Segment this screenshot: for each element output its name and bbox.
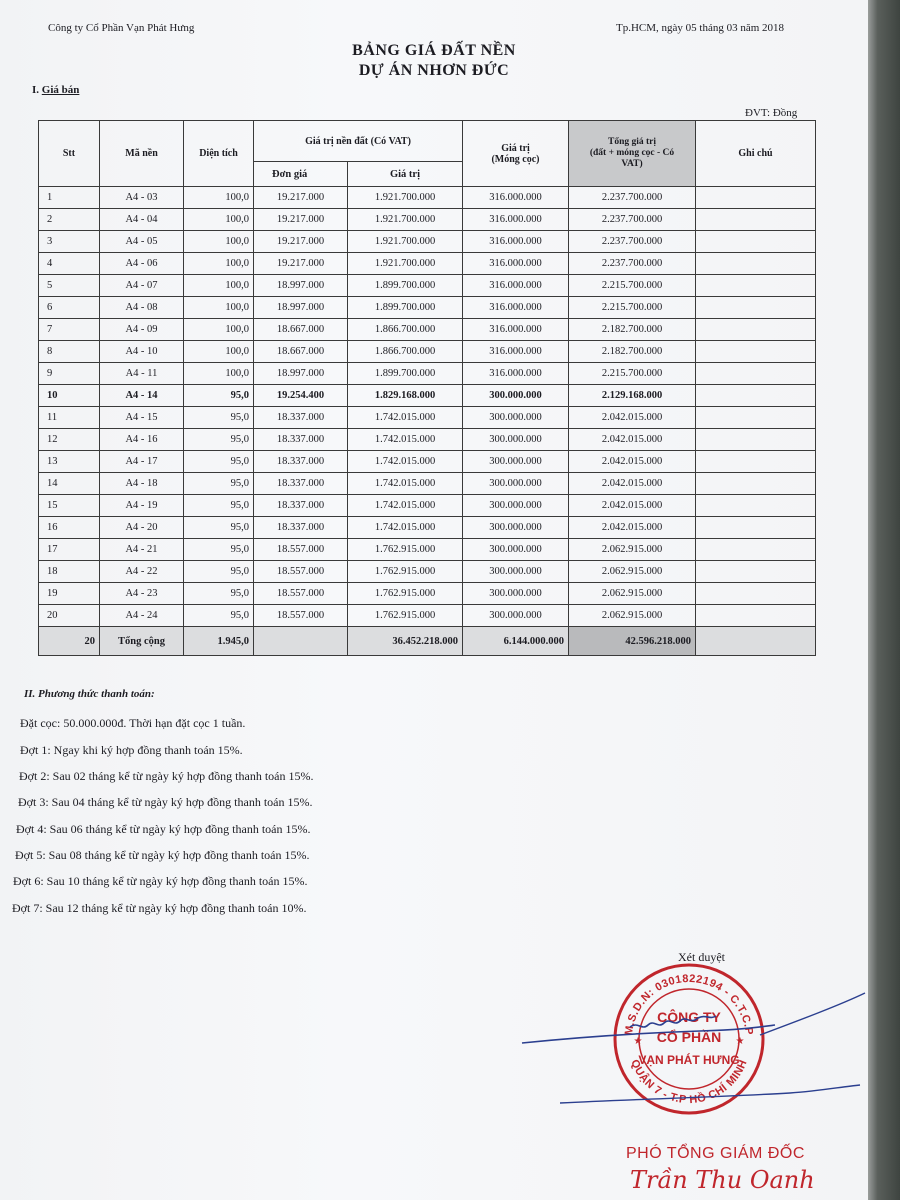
- row-stt: 18: [39, 561, 100, 583]
- row-dien-tich: 95,0: [184, 561, 254, 583]
- row-gia-tri: 1.921.700.000: [348, 253, 463, 275]
- row-stt: 7: [39, 319, 100, 341]
- row-dien-tich: 100,0: [184, 319, 254, 341]
- row-stt: 9: [39, 363, 100, 385]
- row-don-gia: 18.997.000: [254, 363, 348, 385]
- row-mong-coc: 300.000.000: [463, 407, 569, 429]
- row-mong-coc: 316.000.000: [463, 275, 569, 297]
- document-title: BẢNG GIÁ ĐẤT NỀN: [352, 42, 516, 59]
- row-stt: 5: [39, 275, 100, 297]
- table-row: [39, 187, 816, 209]
- row-ma-nen: A4 - 03: [100, 187, 184, 209]
- header-dien-tich: Diện tích: [184, 121, 254, 187]
- table-row: [39, 473, 816, 495]
- header-ghi-chu: Ghi chú: [696, 121, 816, 187]
- row-gia-tri: 1.742.015.000: [348, 407, 463, 429]
- table-row: [39, 363, 816, 385]
- row-don-gia: 19.254.400: [254, 385, 348, 407]
- row-stt: 17: [39, 539, 100, 561]
- row-mong-coc: 316.000.000: [463, 297, 569, 319]
- row-don-gia: 18.337.000: [254, 407, 348, 429]
- section-1-number: I.: [32, 84, 40, 96]
- header-mong-coc: Giá trị (Móng cọc): [463, 121, 569, 187]
- company-name: Công ty Cổ Phần Vạn Phát Hưng: [48, 22, 195, 34]
- payment-installment-5: Đợt 5: Sau 08 tháng kể từ ngày ký hợp đồng thanh toán 15%.: [15, 848, 310, 862]
- row-tong-gia-tri: 2.062.915.000: [569, 561, 696, 583]
- row-ghi-chu: [696, 319, 816, 341]
- row-don-gia: 18.557.000: [254, 539, 348, 561]
- row-dien-tich: 95,0: [184, 517, 254, 539]
- row-ma-nen: A4 - 22: [100, 561, 184, 583]
- document-date: Tp.HCM, ngày 05 tháng 03 năm 2018: [616, 22, 785, 34]
- row-mong-coc: 316.000.000: [463, 341, 569, 363]
- row-ghi-chu: [696, 539, 816, 561]
- row-don-gia: 19.217.000: [254, 187, 348, 209]
- row-dien-tich: 100,0: [184, 187, 254, 209]
- total-tong-gia-tri: 42.596.218.000: [569, 627, 696, 656]
- row-ghi-chu: [696, 407, 816, 429]
- row-mong-coc: 300.000.000: [463, 605, 569, 627]
- row-ma-nen: A4 - 07: [100, 275, 184, 297]
- payment-deposit: Đặt cọc: 50.000.000đ. Thời hạn đặt cọc 1 tuần.: [20, 716, 246, 730]
- row-stt: 14: [39, 473, 100, 495]
- table-row: [39, 495, 816, 517]
- row-mong-coc: 300.000.000: [463, 385, 569, 407]
- seal-outer-top-text: M.S.D.N: 0301822194 - C.T.C.P: [622, 972, 755, 1036]
- row-tong-gia-tri: 2.042.015.000: [569, 473, 696, 495]
- row-tong-gia-tri: 2.182.700.000: [569, 319, 696, 341]
- row-tong-gia-tri: 2.062.915.000: [569, 539, 696, 561]
- table-row: [39, 253, 816, 275]
- row-stt: 15: [39, 495, 100, 517]
- row-ma-nen: A4 - 05: [100, 231, 184, 253]
- row-ma-nen: A4 - 11: [100, 363, 184, 385]
- row-mong-coc: 316.000.000: [463, 363, 569, 385]
- row-ghi-chu: [696, 231, 816, 253]
- table-row: [39, 539, 816, 561]
- row-dien-tich: 95,0: [184, 429, 254, 451]
- row-ma-nen: A4 - 24: [100, 605, 184, 627]
- price-table: [38, 120, 816, 656]
- row-mong-coc: 300.000.000: [463, 429, 569, 451]
- row-gia-tri: 1.866.700.000: [348, 341, 463, 363]
- background-edge: [868, 0, 900, 1200]
- row-don-gia: 18.337.000: [254, 429, 348, 451]
- row-don-gia: 18.337.000: [254, 495, 348, 517]
- row-ghi-chu: [696, 517, 816, 539]
- row-tong-gia-tri: 2.237.700.000: [569, 231, 696, 253]
- total-row: [39, 627, 816, 656]
- row-gia-tri: 1.742.015.000: [348, 495, 463, 517]
- row-mong-coc: 300.000.000: [463, 583, 569, 605]
- seal-line-3: VẠN PHÁT HƯNG: [638, 1053, 740, 1067]
- row-tong-gia-tri: 2.215.700.000: [569, 275, 696, 297]
- row-stt: 8: [39, 341, 100, 363]
- row-tong-gia-tri: 2.237.700.000: [569, 209, 696, 231]
- table-row: [39, 297, 816, 319]
- row-dien-tich: 100,0: [184, 341, 254, 363]
- row-tong-gia-tri: 2.182.700.000: [569, 341, 696, 363]
- total-don-gia: [254, 627, 348, 656]
- row-ghi-chu: [696, 363, 816, 385]
- table-row: [39, 605, 816, 627]
- row-don-gia: 19.217.000: [254, 231, 348, 253]
- row-gia-tri: 1.899.700.000: [348, 297, 463, 319]
- total-mong-coc: 6.144.000.000: [463, 627, 569, 656]
- row-dien-tich: 95,0: [184, 451, 254, 473]
- document-subtitle: DỰ ÁN NHƠN ĐỨC: [358, 62, 510, 79]
- header-don-gia: Đơn giá: [254, 162, 348, 187]
- row-gia-tri: 1.921.700.000: [348, 231, 463, 253]
- row-ma-nen: A4 - 20: [100, 517, 184, 539]
- row-ghi-chu: [696, 187, 816, 209]
- row-stt: 20: [39, 605, 100, 627]
- row-dien-tich: 95,0: [184, 495, 254, 517]
- row-mong-coc: 316.000.000: [463, 319, 569, 341]
- header-gia-tri-nen: Giá trị nền đất (Có VAT): [254, 121, 463, 162]
- row-don-gia: 18.337.000: [254, 451, 348, 473]
- table-row: [39, 451, 816, 473]
- row-dien-tich: 100,0: [184, 363, 254, 385]
- row-don-gia: 18.557.000: [254, 583, 348, 605]
- row-tong-gia-tri: 2.237.700.000: [569, 253, 696, 275]
- row-tong-gia-tri: 2.237.700.000: [569, 187, 696, 209]
- payment-installment-1: Đợt 1: Ngay khi ký hợp đồng thanh toán 15%.: [20, 743, 243, 757]
- row-ghi-chu: [696, 341, 816, 363]
- row-mong-coc: 300.000.000: [463, 561, 569, 583]
- row-ma-nen: A4 - 04: [100, 209, 184, 231]
- payment-installment-7: Đợt 7: Sau 12 tháng kể từ ngày ký hợp đồng thanh toán 10%.: [12, 901, 307, 915]
- row-tong-gia-tri: 2.062.915.000: [569, 583, 696, 605]
- row-ma-nen: A4 - 14: [100, 385, 184, 407]
- table-row: [39, 209, 816, 231]
- row-stt: 4: [39, 253, 100, 275]
- row-ghi-chu: [696, 297, 816, 319]
- row-stt: 19: [39, 583, 100, 605]
- table-row: [39, 275, 816, 297]
- header-gia-tri: Giá trị: [348, 162, 463, 187]
- row-mong-coc: 300.000.000: [463, 539, 569, 561]
- row-gia-tri: 1.921.700.000: [348, 187, 463, 209]
- row-ghi-chu: [696, 583, 816, 605]
- header-ma-nen: Mã nền: [100, 121, 184, 187]
- row-don-gia: 18.997.000: [254, 275, 348, 297]
- row-mong-coc: 316.000.000: [463, 209, 569, 231]
- total-stt: 20: [39, 627, 100, 656]
- row-stt: 1: [39, 187, 100, 209]
- row-don-gia: 18.667.000: [254, 319, 348, 341]
- row-ma-nen: A4 - 08: [100, 297, 184, 319]
- seal-outer-bottom-text: QUẬN 7 - T.P HỒ CHÍ MINH: [628, 1057, 750, 1107]
- row-stt: 12: [39, 429, 100, 451]
- row-tong-gia-tri: 2.042.015.000: [569, 429, 696, 451]
- row-ma-nen: A4 - 09: [100, 319, 184, 341]
- row-mong-coc: 316.000.000: [463, 253, 569, 275]
- row-stt: 13: [39, 451, 100, 473]
- row-dien-tich: 100,0: [184, 231, 254, 253]
- row-dien-tich: 95,0: [184, 583, 254, 605]
- row-tong-gia-tri: 2.042.015.000: [569, 451, 696, 473]
- total-gia-tri: 36.452.218.000: [348, 627, 463, 656]
- row-don-gia: 19.217.000: [254, 253, 348, 275]
- row-ma-nen: A4 - 06: [100, 253, 184, 275]
- row-mong-coc: 300.000.000: [463, 451, 569, 473]
- row-stt: 16: [39, 517, 100, 539]
- handwritten-signature: [520, 972, 870, 1125]
- row-tong-gia-tri: 2.042.015.000: [569, 517, 696, 539]
- table-row: [39, 407, 816, 429]
- row-gia-tri: 1.762.915.000: [348, 583, 463, 605]
- row-tong-gia-tri: 2.215.700.000: [569, 363, 696, 385]
- row-stt: 10: [39, 385, 100, 407]
- row-gia-tri: 1.762.915.000: [348, 561, 463, 583]
- table-row: [39, 517, 816, 539]
- row-dien-tich: 100,0: [184, 275, 254, 297]
- row-don-gia: 19.217.000: [254, 209, 348, 231]
- row-dien-tich: 95,0: [184, 407, 254, 429]
- payment-installment-4: Đợt 4: Sau 06 tháng kể từ ngày ký hợp đồng thanh toán 15%.: [16, 822, 311, 836]
- seal-line-1: CÔNG TY: [657, 1009, 721, 1025]
- row-stt: 6: [39, 297, 100, 319]
- row-dien-tich: 100,0: [184, 297, 254, 319]
- row-ma-nen: A4 - 17: [100, 451, 184, 473]
- signer-name: Trần Thu Oanh: [630, 1166, 815, 1194]
- row-dien-tich: 95,0: [184, 385, 254, 407]
- row-gia-tri: 1.762.915.000: [348, 605, 463, 627]
- row-tong-gia-tri: 2.042.015.000: [569, 495, 696, 517]
- row-mong-coc: 300.000.000: [463, 495, 569, 517]
- row-ma-nen: A4 - 21: [100, 539, 184, 561]
- total-ghi-chu: [696, 627, 816, 656]
- row-ma-nen: A4 - 23: [100, 583, 184, 605]
- row-don-gia: 18.337.000: [254, 473, 348, 495]
- row-ma-nen: A4 - 10: [100, 341, 184, 363]
- row-ghi-chu: [696, 385, 816, 407]
- row-ma-nen: A4 - 19: [100, 495, 184, 517]
- table-row: [39, 561, 816, 583]
- payment-installment-3: Đợt 3: Sau 04 tháng kể từ ngày ký hợp đồng thanh toán 15%.: [18, 795, 313, 809]
- signer-position: PHÓ TỔNG GIÁM ĐỐC: [626, 1145, 805, 1162]
- row-mong-coc: 300.000.000: [463, 473, 569, 495]
- row-don-gia: 18.557.000: [254, 605, 348, 627]
- seal-line-2: CỔ PHẦN: [656, 1029, 722, 1045]
- row-stt: 3: [39, 231, 100, 253]
- row-stt: 2: [39, 209, 100, 231]
- row-ghi-chu: [696, 451, 816, 473]
- row-don-gia: 18.557.000: [254, 561, 348, 583]
- row-ghi-chu: [696, 209, 816, 231]
- section-2-heading: II. Phương thức thanh toán:: [24, 688, 155, 700]
- section-1-title: Giá bán: [41, 84, 80, 96]
- row-dien-tich: 100,0: [184, 209, 254, 231]
- table-row: [39, 231, 816, 253]
- row-ghi-chu: [696, 429, 816, 451]
- row-ghi-chu: [696, 495, 816, 517]
- row-gia-tri: 1.899.700.000: [348, 363, 463, 385]
- row-dien-tich: 95,0: [184, 605, 254, 627]
- table-row: [39, 385, 816, 407]
- payment-installment-6: Đợt 6: Sau 10 tháng kể từ ngày ký hợp đồng thanh toán 15%.: [13, 874, 308, 888]
- row-tong-gia-tri: 2.129.168.000: [569, 385, 696, 407]
- row-gia-tri: 1.742.015.000: [348, 451, 463, 473]
- row-gia-tri: 1.762.915.000: [348, 539, 463, 561]
- row-ma-nen: A4 - 15: [100, 407, 184, 429]
- row-don-gia: 18.997.000: [254, 297, 348, 319]
- row-stt: 11: [39, 407, 100, 429]
- row-mong-coc: 300.000.000: [463, 517, 569, 539]
- row-ghi-chu: [696, 605, 816, 627]
- svg-text:★: ★: [633, 1036, 643, 1047]
- row-ma-nen: A4 - 18: [100, 473, 184, 495]
- section-1-heading: [32, 84, 79, 96]
- row-tong-gia-tri: 2.062.915.000: [569, 605, 696, 627]
- row-gia-tri: 1.742.015.000: [348, 517, 463, 539]
- payment-installment-2: Đợt 2: Sau 02 tháng kể từ ngày ký hợp đồng thanh toán 15%.: [19, 769, 314, 783]
- table-row: [39, 341, 816, 363]
- row-gia-tri: 1.899.700.000: [348, 275, 463, 297]
- row-gia-tri: 1.921.700.000: [348, 209, 463, 231]
- currency-unit: ĐVT: Đồng: [745, 107, 798, 119]
- table-row: [39, 319, 816, 341]
- row-tong-gia-tri: 2.042.015.000: [569, 407, 696, 429]
- row-gia-tri: 1.742.015.000: [348, 429, 463, 451]
- table-row: [39, 583, 816, 605]
- table-row: [39, 429, 816, 451]
- row-dien-tich: 100,0: [184, 253, 254, 275]
- header-tong-gia-tri: Tổng giá trị (đất + móng cọc - Có VAT): [569, 121, 696, 187]
- svg-text:★: ★: [735, 1036, 745, 1047]
- row-tong-gia-tri: 2.215.700.000: [569, 297, 696, 319]
- header-stt: Stt: [39, 121, 100, 187]
- total-dien-tich: 1.945,0: [184, 627, 254, 656]
- total-label: Tổng cộng: [100, 627, 184, 656]
- row-don-gia: 18.667.000: [254, 341, 348, 363]
- row-ghi-chu: [696, 253, 816, 275]
- row-ghi-chu: [696, 561, 816, 583]
- row-mong-coc: 316.000.000: [463, 187, 569, 209]
- row-ma-nen: A4 - 16: [100, 429, 184, 451]
- row-gia-tri: 1.742.015.000: [348, 473, 463, 495]
- row-dien-tich: 95,0: [184, 539, 254, 561]
- row-gia-tri: 1.829.168.000: [348, 385, 463, 407]
- approval-label: Xét duyệt: [678, 950, 725, 964]
- row-mong-coc: 316.000.000: [463, 231, 569, 253]
- row-gia-tri: 1.866.700.000: [348, 319, 463, 341]
- row-don-gia: 18.337.000: [254, 517, 348, 539]
- row-ghi-chu: [696, 473, 816, 495]
- row-ghi-chu: [696, 275, 816, 297]
- row-dien-tich: 95,0: [184, 473, 254, 495]
